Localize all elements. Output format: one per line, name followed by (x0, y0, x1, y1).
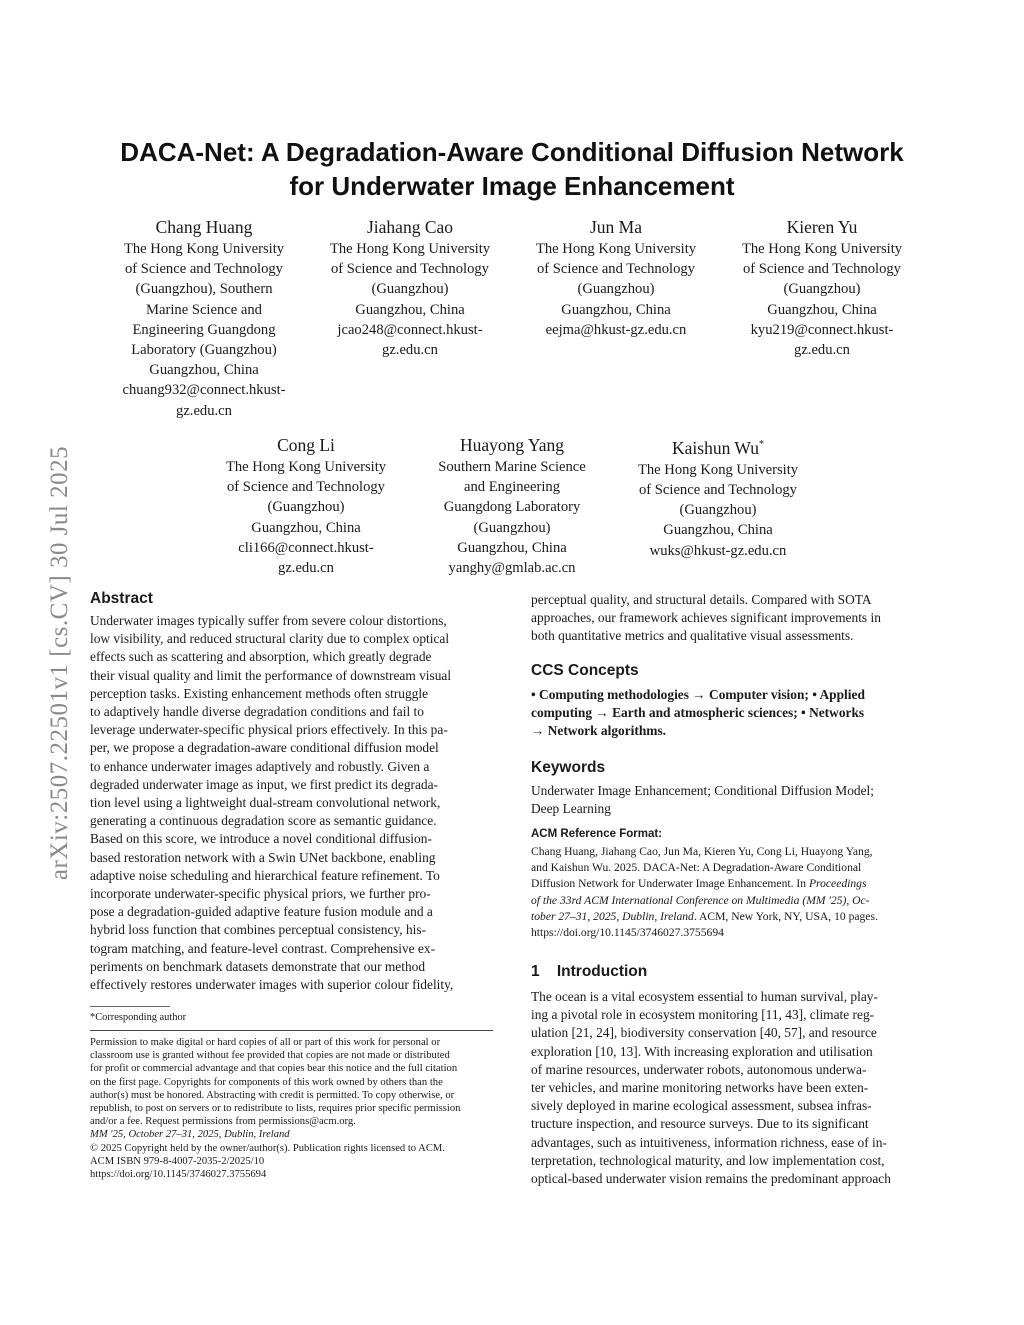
author-block (208, 433, 404, 578)
intro-line: terpretation, technological maturity, and low implementation cost, (531, 1152, 885, 1168)
email-line: jcao248@connect.hkust- (337, 321, 483, 338)
ccs-line: → Network algorithms. (531, 723, 667, 739)
ccs-line: • Computing methodologies → Computer vision; • Applied (531, 687, 865, 702)
affiliation-line: of Science and Technology (125, 261, 283, 278)
affiliation-line: The Hong Kong University (225, 459, 387, 475)
affiliation-line: The Hong Kong University (123, 241, 285, 257)
abstract-body (90, 612, 493, 994)
affiliation-line: of Science and Technology (639, 482, 797, 499)
reference-text: . ACM, New York, NY, USA, 10 pages. (693, 909, 878, 923)
introduction-section (531, 962, 936, 1188)
intro-line: sively deployed in marine ecological assessment, subsea infras- (531, 1098, 872, 1114)
affiliation-line: of Science and Technology (227, 479, 385, 496)
affiliation-line: The Hong Kong University (329, 241, 491, 257)
affiliation-line: Guangzhou, China (561, 301, 671, 318)
reference-line: of the 33rd ACM International Conference on Multimedia (MM '25), Oc- (531, 893, 870, 907)
abstract-line: their visual quality and limit the performance of downstream visual (90, 667, 452, 683)
acm-reference-heading: ACM Reference Format: (531, 828, 662, 840)
abstract-line: effectively restores underwater images with superior colour fidelity, (90, 977, 454, 993)
affiliation-line: (Guangzhou) (267, 499, 345, 516)
author-affiliation (312, 239, 508, 320)
affiliation-line: Guangzhou, China (355, 301, 465, 318)
email-line: gz.edu.cn (176, 402, 232, 419)
corresponding-mark: * (758, 439, 764, 450)
author-name (620, 433, 816, 460)
affiliation-line: of Science and Technology (537, 261, 695, 278)
reference-text: Diffusion Network for Underwater Image Enhancement. In (531, 877, 809, 891)
affiliation-line: (Guangzhou), Southern (135, 281, 273, 298)
intro-line: optical-based underwater vision remains the predominant approach (531, 1171, 891, 1187)
author-name: Chang Huang (155, 217, 253, 237)
corresponding-author-note: *Corresponding author (90, 1012, 187, 1023)
abstract-line: adaptive noise scheduling and hierarchical feature refinement. To (90, 867, 440, 883)
author-block (518, 215, 714, 340)
copyright-line: © 2025 Copyright held by the owner/author(s). Publication rights licensed to ACM. (90, 1142, 445, 1154)
title-line-1: DACA-Net: A Degradation-Aware Conditional Diffusion Network (120, 137, 904, 167)
affiliation-line: Guangzhou, China (767, 301, 877, 318)
author-name: Cong Li (277, 435, 335, 455)
permission-line: Permission to make digital or hard copies of all or part of this work for personal or (90, 1037, 441, 1048)
reference-italic: tober 27–31, 2025, Dublin, Ireland (531, 909, 694, 923)
email-line: gz.edu.cn (382, 342, 438, 359)
affiliation-line: Guangdong Laboratory (443, 499, 581, 516)
affiliation-line: Marine Science and (146, 301, 262, 318)
abstract-line: togram matching, and feature-level contrast. Comprehensive ex- (90, 940, 436, 956)
intro-line: exploration [10, 13]. With increasing exploration and utilisation (531, 1043, 873, 1059)
author-affiliation (620, 460, 816, 541)
permission-line: for profit or commercial advantage and that copies bear this notice and the full citation (90, 1063, 458, 1075)
arxiv-stamp (40, 376, 80, 950)
abstract-line: based restoration network with a Swin UNet backbone, enabling (90, 849, 436, 865)
doi-link[interactable]: https://doi.org/10.1145/3746027.3755694 (90, 1169, 267, 1181)
keywords-line: Deep Learning (531, 801, 611, 817)
acm-reference-section (531, 827, 936, 941)
author-name: Jun Ma (589, 217, 642, 237)
author-name: Jiahang Cao (366, 217, 454, 237)
affiliation-line: (Guangzhou) (783, 281, 861, 298)
email-line: kyu219@connect.hkust- (750, 321, 894, 338)
introduction-heading: 1 Introduction (531, 963, 648, 980)
abstract-line: generating a continuous degradation score as semantic guidance. (90, 813, 437, 829)
arxiv-stamp-text: arXiv:2507.22501v1 [cs.CV] 30 Jul 2025 (46, 445, 73, 881)
abstract-line: Based on this score, we introduce a novel conditional diffusion- (90, 831, 432, 847)
affiliation-line: (Guangzhou) (371, 281, 449, 298)
isbn-line: ACM ISBN 979-8-4007-2035-2/2025/10 (90, 1155, 265, 1167)
email-line: eejma@hkust-gz.edu.cn (545, 321, 687, 338)
author-block (106, 215, 302, 421)
affiliation-line: Engineering Guangdong (132, 321, 276, 338)
author-name: Kieren Yu (786, 217, 858, 237)
permission-line: author(s) must be honored. Abstracting with credit is permitted. To copy otherwise, or (90, 1089, 455, 1101)
author-email[interactable] (414, 558, 610, 578)
ccs-heading: CCS Concepts (531, 662, 639, 679)
permission-block (90, 1036, 493, 1181)
affiliation-line: The Hong Kong University (741, 241, 903, 257)
abstract-line: per, we propose a degradation-aware conditional diffusion model (90, 740, 439, 756)
reference-doi-link[interactable]: https://doi.org/10.1145/3746027.3755694 (531, 926, 724, 940)
intro-line: ter vehicles, and marine monitoring networks have been exten- (531, 1080, 869, 1096)
abstract-continued (531, 591, 936, 646)
abstract-section (90, 589, 493, 994)
affiliation-line: Guangzhou, China (251, 519, 361, 536)
intro-line: The ocean is a vital ecosystem essential to human survival, play- (531, 989, 878, 1004)
abstract-line: Underwater images typically suffer from severe colour distortions, (90, 613, 447, 628)
email-line: yanghy@gmlab.ac.cn (448, 560, 576, 577)
intro-line: tructure inspection, and resource surveys. Due to its significant (531, 1116, 869, 1132)
reference-line (531, 876, 936, 892)
ccs-section (531, 661, 936, 741)
affiliation-line: Southern Marine Science (438, 459, 586, 475)
abstract-line: pose a degradation-guided adaptive feature fusion module and a (90, 904, 433, 920)
email-line: chuang932@connect.hkust- (122, 382, 286, 399)
affiliation-line: Guangzhou, China (663, 522, 773, 539)
intro-line: ing a pivotal role in ecosystem monitoring [11, 43], climate reg- (531, 1007, 875, 1023)
affiliation-line: (Guangzhou) (473, 519, 551, 536)
permission-divider (90, 1030, 493, 1031)
abstract-line: effects such as scattering and absorption, which greatly degrade (90, 649, 432, 665)
abstract-line: degraded underwater image as input, we first predict its degrada- (90, 776, 439, 792)
permission-line: classroom use is granted without fee provided that copies are not made or distributed (90, 1050, 450, 1062)
reference-line: Chang Huang, Jiahang Cao, Jun Ma, Kieren Yu, Cong Li, Huayong Yang, (531, 845, 873, 858)
abstract-line: approaches, our framework achieves significant improvements in (531, 610, 881, 626)
permission-line: on the first page. Copyrights for components of this work owned by others than the (90, 1076, 443, 1088)
author-affiliation (518, 239, 714, 320)
keywords-heading: Keywords (531, 759, 606, 776)
author-email[interactable] (518, 320, 714, 340)
reference-line (531, 909, 936, 925)
intro-line: advantages, such as intuitiveness, information richness, ease of in- (531, 1134, 887, 1150)
reference-italic: Proceedings (808, 877, 867, 891)
abstract-line: incorporate underwater-specific physical priors, we further pro- (90, 886, 431, 902)
author-affiliation (724, 239, 920, 320)
keywords-section (531, 758, 936, 818)
ccs-line: computing → Earth and atmospheric sciences; • Networks (531, 705, 865, 721)
title-line-2: for Underwater Image Enhancement (289, 171, 735, 201)
affiliation-line: of Science and Technology (743, 261, 901, 278)
affiliation-line: of Science and Technology (331, 261, 489, 278)
author-affiliation (414, 457, 610, 558)
abstract-line: perceptual quality, and structural details. Compared with SOTA (531, 592, 872, 607)
abstract-line: hybrid loss function that combines perceptual consistency, his- (90, 922, 427, 938)
author-email[interactable] (620, 541, 816, 561)
author-email[interactable] (724, 320, 920, 360)
author-email[interactable] (106, 380, 302, 420)
author-email[interactable] (208, 538, 404, 578)
author-name: Huayong Yang (459, 435, 565, 455)
author-block (312, 215, 508, 360)
affiliation-line: (Guangzhou) (679, 502, 757, 519)
author-block (724, 215, 920, 360)
abstract-line: periments on benchmark datasets demonstrate that our method (90, 958, 426, 974)
author-email[interactable] (312, 320, 508, 360)
permission-line: republish, to post on servers or to redistribute to lists, requires prior specific permission (90, 1103, 461, 1115)
author-block (620, 433, 816, 561)
affiliation-line: Guangzhou, China (457, 539, 567, 556)
abstract-line: perception tasks. Existing enhancement methods often struggle (90, 685, 429, 701)
abstract-line: to enhance underwater images adaptively and robustly. Given a (90, 758, 430, 774)
abstract-line: low visibility, and reduced structural clarity due to complex optical (90, 631, 450, 647)
intro-line: of marine resources, underwater robots, autonomous underwa- (531, 1061, 867, 1077)
abstract-line: tion level using a lightweight dual-stream convolutional network, (90, 795, 441, 811)
email-line: gz.edu.cn (794, 342, 850, 359)
author-block (414, 433, 610, 578)
keywords-line: Underwater Image Enhancement; Conditional Diffusion Model; (531, 783, 874, 798)
reference-line: and Kaishun Wu. 2025. DACA-Net: A Degradation-Aware Conditional (531, 861, 862, 875)
author-affiliation (106, 239, 302, 380)
author-affiliation (208, 457, 404, 538)
affiliation-line: and Engineering (463, 479, 561, 496)
email-line: gz.edu.cn (278, 560, 334, 577)
conference-line: MM '25, October 27–31, 2025, Dublin, Ireland (90, 1129, 290, 1141)
author-name-text: Kaishun Wu (672, 437, 759, 458)
footnote-divider (90, 1006, 170, 1007)
affiliation-line: The Hong Kong University (637, 461, 799, 478)
email-line: cli166@connect.hkust- (238, 539, 374, 556)
abstract-heading: Abstract (90, 590, 153, 607)
affiliation-line: Guangzhou, China (149, 362, 259, 379)
permission-line: and/or a fee. Request permissions from permissions@acm.org. (90, 1116, 356, 1128)
affiliation-line: (Guangzhou) (577, 281, 655, 298)
abstract-line: both quantitative metrics and qualitative visual assessments. (531, 628, 854, 644)
email-line: wuks@hkust-gz.edu.cn (649, 542, 787, 559)
abstract-line: leverage underwater-specific physical priors effectively. In this pa- (90, 722, 448, 738)
affiliation-line: Laboratory (Guangzhou) (131, 342, 277, 359)
abstract-line: to adaptively handle diverse degradation conditions and fail to (90, 704, 424, 720)
intro-line: ulation [21, 24], biodiversity conservation [40, 57], and resource (531, 1025, 877, 1041)
paper-title (80, 135, 944, 203)
affiliation-line: The Hong Kong University (535, 241, 697, 257)
